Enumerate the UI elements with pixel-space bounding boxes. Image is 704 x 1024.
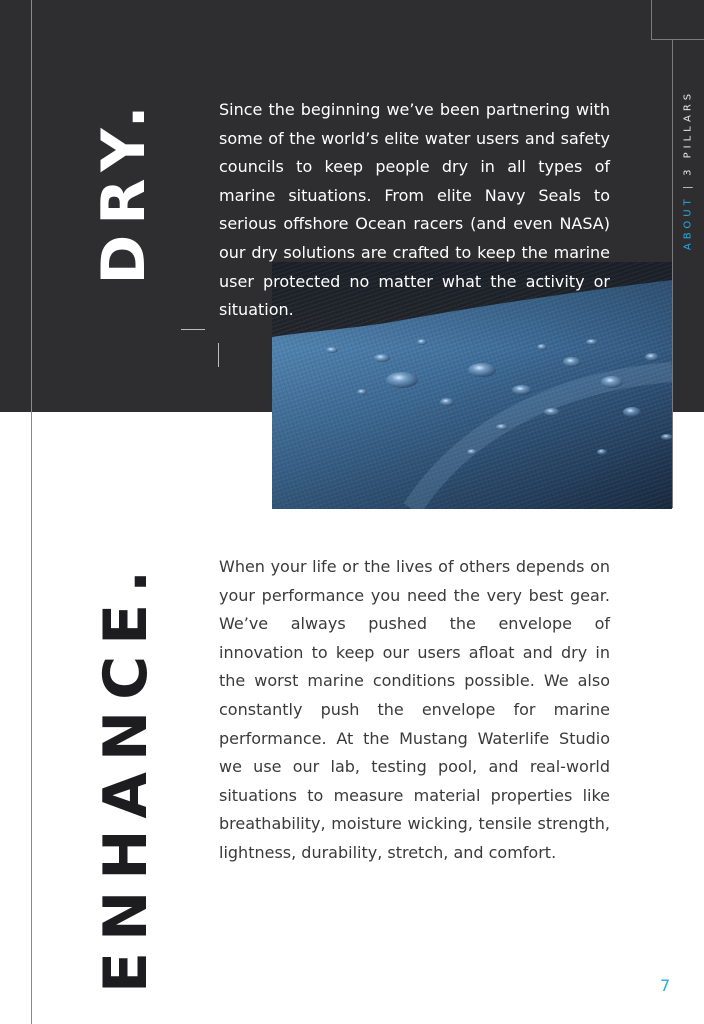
sidebar-tab	[683, 90, 694, 250]
enhance-body-text: When your life or the lives of others depends on your performance you need the very best gear. We’ve always pushed the envelope of innovation to keep our users afloat and dry in the worst marine conditions possible. We also constantly push the envelope for marine performance. At the Mustang Waterlife Studio we use our lab, testing pool, and real-world situations to measure material properties like breathability, moisture wicking, tensile strength, lightness, durability, stretch, and comfort.	[219, 557, 610, 862]
decorative-vertical-line	[218, 343, 219, 367]
decorative-horizontal-line	[181, 329, 205, 330]
dry-body-text: Since the beginning we’ve been partnering with some of the world’s elite water users and safety councils to keep people dry in all types of marine situations. From elite Navy Seals to serious offshore Ocean racers (and even NASA) our dry solutions are crafted to keep the marine user protected no matter what the activity or situation.	[219, 100, 610, 320]
page-number: 7	[660, 976, 671, 995]
sidebar-tab-topic: 3 PILLARS	[682, 89, 694, 176]
section-title-dry: DRY.	[89, 95, 159, 285]
left-vertical-rule	[31, 0, 32, 1024]
sidebar-tab-section: ABOUT	[682, 195, 694, 251]
right-vertical-rule	[672, 40, 673, 508]
corner-frame	[651, 0, 704, 40]
sidebar-tab-separator: |	[682, 181, 694, 190]
section-title-enhance: ENHANCE.	[91, 559, 161, 993]
